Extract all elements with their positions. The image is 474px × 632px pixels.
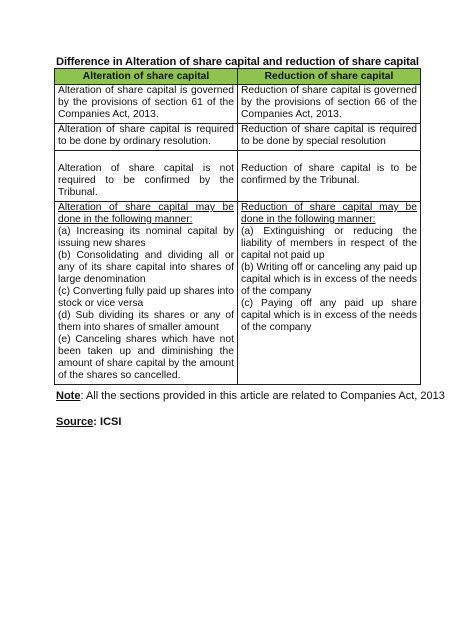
cell-alteration-tribunal [55,151,238,202]
cell-alteration-manner [55,202,238,385]
reduction-manner-intro: Reduction of share capital may be done in the following manner: [241,202,417,225]
alteration-manner-item-c: (c) Converting fully paid up shares into stock or vice versa [58,286,234,309]
alteration-manner-item-e: (e) Canceling shares which have not been taken up and diminishing the amount of share capital by the amount of the shares so cancelled. [58,334,234,381]
table-header-row [55,69,421,85]
cell-alteration-tribunal-text: Alteration of share capital is not required to be confirmed by the Tribunal. [58,163,234,198]
table-row [55,202,421,385]
source-line [56,416,121,428]
note-line [56,390,445,402]
document-title: Difference in Alteration of share capital and reduction of share capital [56,56,419,68]
table-row [55,124,421,151]
table-row [55,151,421,202]
alteration-manner-intro: Alteration of share capital may be done in the following manner: [58,202,234,225]
header-reduction: Reduction of share capital [238,69,421,85]
reduction-manner-item-b: (b) Writing off or canceling any paid up capital which is in excess of the needs of the company [241,262,417,297]
cell-reduction-governed: Reduction of share capital is governed by the provisions of section 66 of the Companies Act, 2013. [238,85,421,124]
header-alteration: Alteration of share capital [55,69,238,85]
reduction-manner-item-c: (c) Paying off any paid up share capital which is in excess of the needs of the company [241,298,417,333]
cell-reduction-resolution: Reduction of share capital is required to be done by special resolution [238,124,421,151]
reduction-manner-item-a: (a) Extinguishing or reducing the liability of members in respect of the capital not paid up [241,226,417,261]
cell-reduction-tribunal-text: Reduction of share capital is to be confirmed by the Tribunal. [241,163,417,186]
reduction-manner-intro-wrap [241,202,417,226]
cell-reduction-manner [238,202,421,385]
cell-alteration-resolution: Alteration of share capital is required to be done by ordinary resolution. [55,124,238,151]
alteration-manner-item-d: (d) Sub dividing its shares or any of them into shares of smaller amount [58,310,234,333]
source-text: : ICSI [93,416,122,428]
source-label: Source [56,416,94,428]
comparison-table [54,68,421,385]
cell-reduction-tribunal [238,151,421,202]
cell-alteration-governed: Alteration of share capital is governed by the provisions of section 61 of the Companies Act, 2013. [55,85,238,124]
table-row [55,85,421,124]
note-text: : All the sections provided in this article are related to Companies Act, 2013 [80,390,445,402]
alteration-manner-item-b: (b) Consolidating and dividing all or any of its share capital into shares of large denomination [58,250,234,285]
note-label: Note [56,390,81,402]
alteration-manner-item-a: (a) Increasing its nominal capital by issuing new shares [58,226,234,249]
